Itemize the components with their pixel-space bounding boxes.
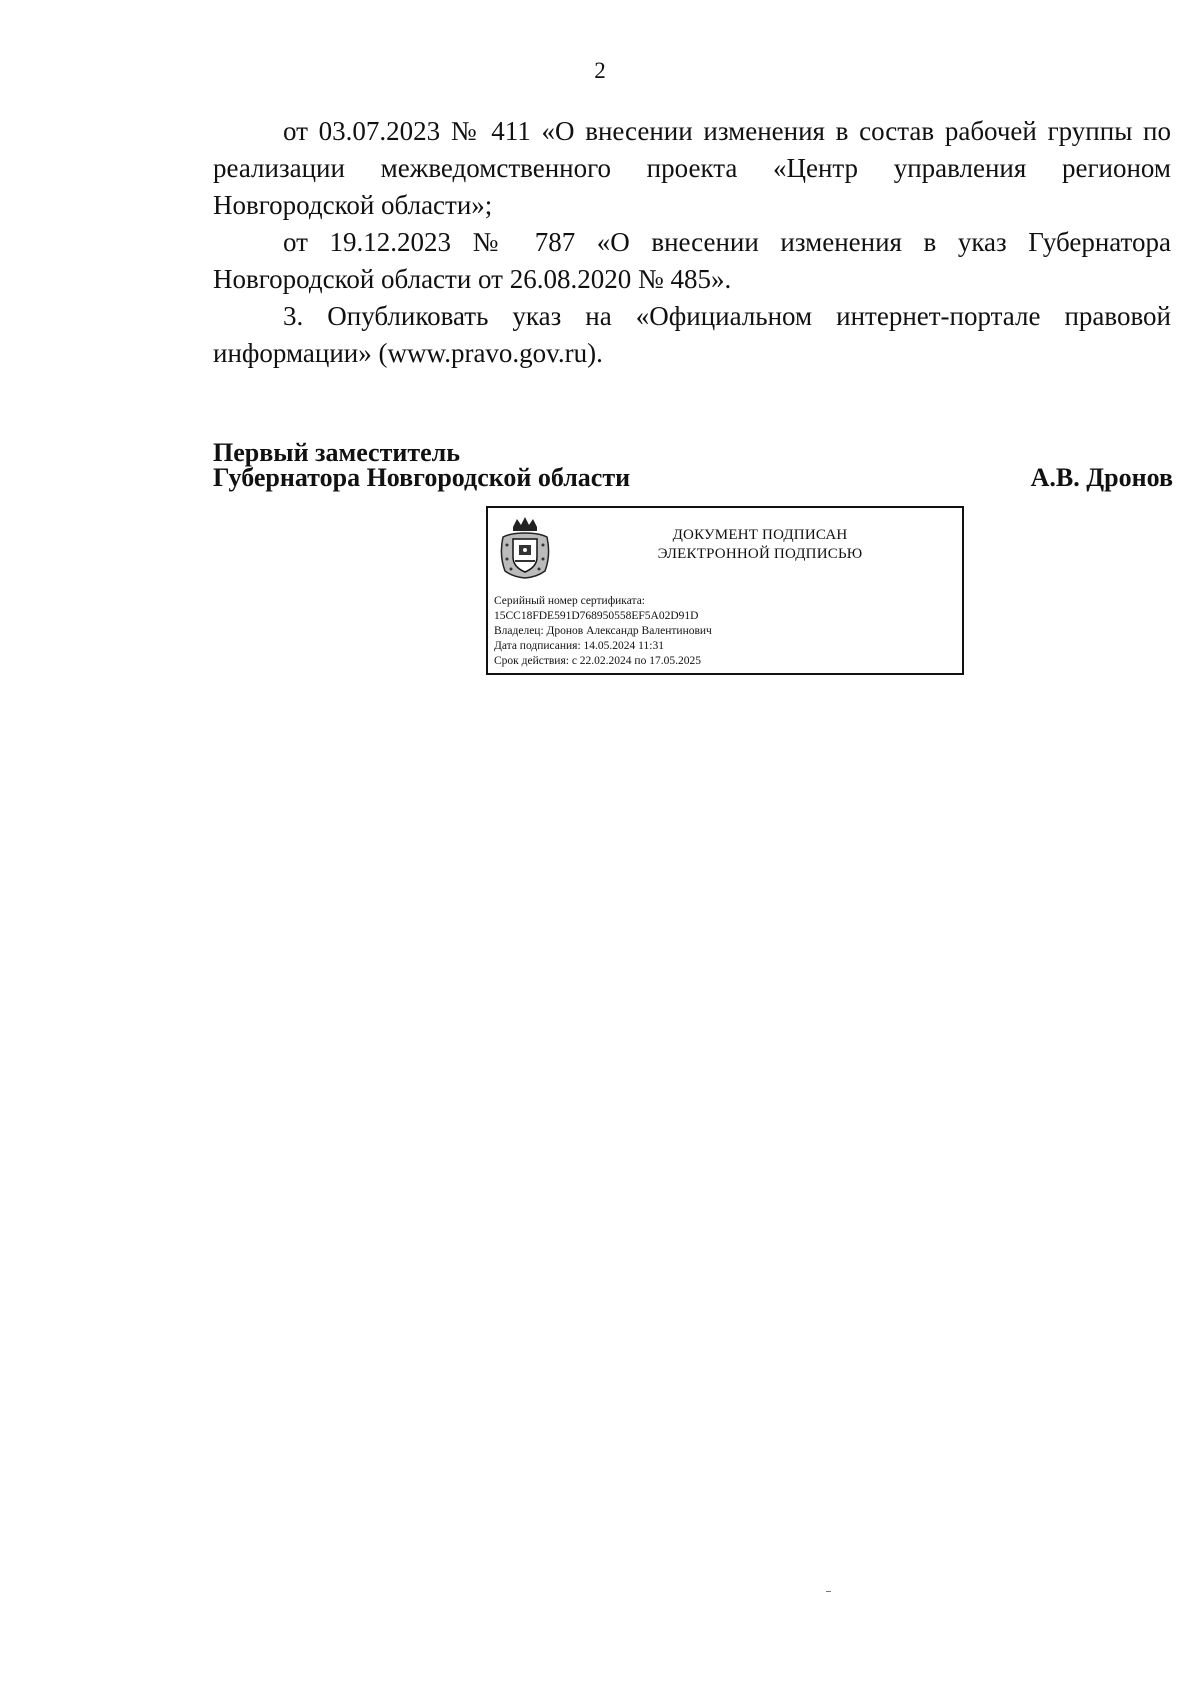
paragraph-publish: 3. Опубликовать указ на «Официальном интернет-портале правовой информации» (www.pravo.gov.ru). (213, 301, 1171, 368)
page-number: 2 (594, 58, 606, 83)
signature-block (213, 440, 1173, 490)
certificate-serial-label: Серийный номер сертификата: (494, 595, 645, 607)
paragraph-decree-787: от 19.12.2023 № 787 «О внесении изменения в указ Губернатора Новгородской области от 26.08.2020 № 485». (213, 227, 1171, 294)
certificate-signed-date: Дата подписания: 14.05.2024 11:31 (494, 640, 664, 652)
stamp-heading-line-2: ЭЛЕКТРОННОЙ ПОДПИСЬЮ (657, 546, 863, 562)
paragraph-decree-411: от 03.07.2023 № 411 «О внесении изменения в состав рабочей группы по реализации межведомственного проекта «Центр управления регионом Новгородской области»; (213, 116, 1171, 220)
signatory-name: А.В. Дронов (1030, 463, 1173, 492)
certificate-validity: Срок действия: с 22.02.2024 по 17.05.2025 (494, 655, 701, 667)
coat-of-arms-icon (495, 515, 555, 581)
stamp-heading (562, 526, 958, 564)
signatory-title-line-1: Первый заместитель (213, 438, 460, 467)
document-body (213, 113, 1171, 372)
stamp-heading-line-1: ДОКУМЕНТ ПОДПИСАН (672, 527, 848, 543)
electronic-signature-stamp (486, 506, 964, 675)
scan-artifact (826, 1591, 831, 1592)
certificate-details (494, 594, 712, 669)
certificate-serial-value: 15CC18FDE591D768950558EF5A02D91D (494, 610, 699, 622)
certificate-owner: Владелец: Дронов Александр Валентинович (494, 625, 712, 637)
signatory-title-line-2: Губернатора Новгородской области (213, 463, 631, 492)
